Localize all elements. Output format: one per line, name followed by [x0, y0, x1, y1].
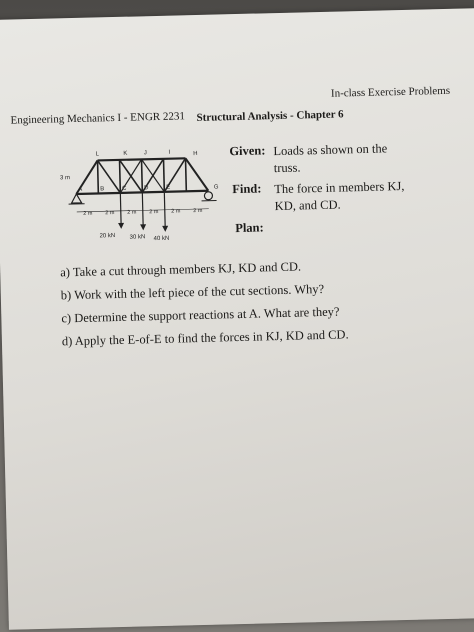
node-label: I — [168, 149, 171, 156]
load-label: 20 kN — [99, 233, 116, 240]
roller-support-icon — [204, 192, 212, 200]
node-label: L — [95, 151, 100, 158]
given-text: Loads as shown on the truss. — [273, 141, 388, 176]
node-label: A — [78, 186, 83, 193]
find-label: Find: — [232, 181, 262, 197]
load-arrow-icon — [164, 193, 165, 228]
node-label: H — [193, 151, 198, 158]
spacing-label: 2 m — [127, 209, 137, 216]
spacing-label: 2 m — [171, 208, 181, 215]
node-label: J — [143, 150, 147, 157]
course-title: Engineering Mechanics I - ENGR 2231 — [10, 110, 186, 127]
truss-figure — [57, 142, 224, 248]
height-dimension-label: 3 m — [59, 175, 71, 182]
spacing-label: 2 m — [149, 208, 159, 216]
load-label: 30 kN — [129, 234, 146, 241]
node-label: B — [100, 186, 105, 193]
question-item: a) Take a cut through members KJ, KD and CD. — [60, 259, 302, 280]
subject-title: Structural Analysis - Chapter 6 — [196, 108, 344, 125]
spacing-label: 2 m — [83, 210, 93, 217]
pin-support-icon — [71, 194, 81, 203]
load-arrow-icon — [120, 194, 121, 225]
load-label: 40 kN — [153, 235, 170, 243]
node-label: D — [143, 185, 149, 192]
load-arrow-icon — [142, 193, 143, 226]
node-label: E — [166, 184, 171, 191]
node-label: C — [121, 185, 127, 192]
question-item: b) Work with the left piece of the cut sections. Why? — [60, 281, 325, 303]
question-item: c) Determine the support reactions at A. What are they? — [61, 304, 340, 326]
worksheet-page — [0, 8, 474, 630]
spacing-label: 2 m — [105, 210, 115, 217]
plan-label: Plan: — [235, 220, 264, 236]
question-list — [60, 252, 462, 354]
truss-end-member-right — [186, 158, 209, 192]
spacing-label: 2 m — [193, 207, 203, 215]
node-label: K — [123, 150, 128, 157]
exercise-title: In-class Exercise Problems — [330, 84, 451, 100]
node-label: G — [213, 184, 219, 191]
given-label: Given: — [229, 143, 266, 159]
find-text: The force in members KJ, KD, and CD. — [274, 178, 405, 214]
question-item: d) Apply the E-of-E to find the forces in KJ, KD and CD. — [61, 327, 349, 349]
